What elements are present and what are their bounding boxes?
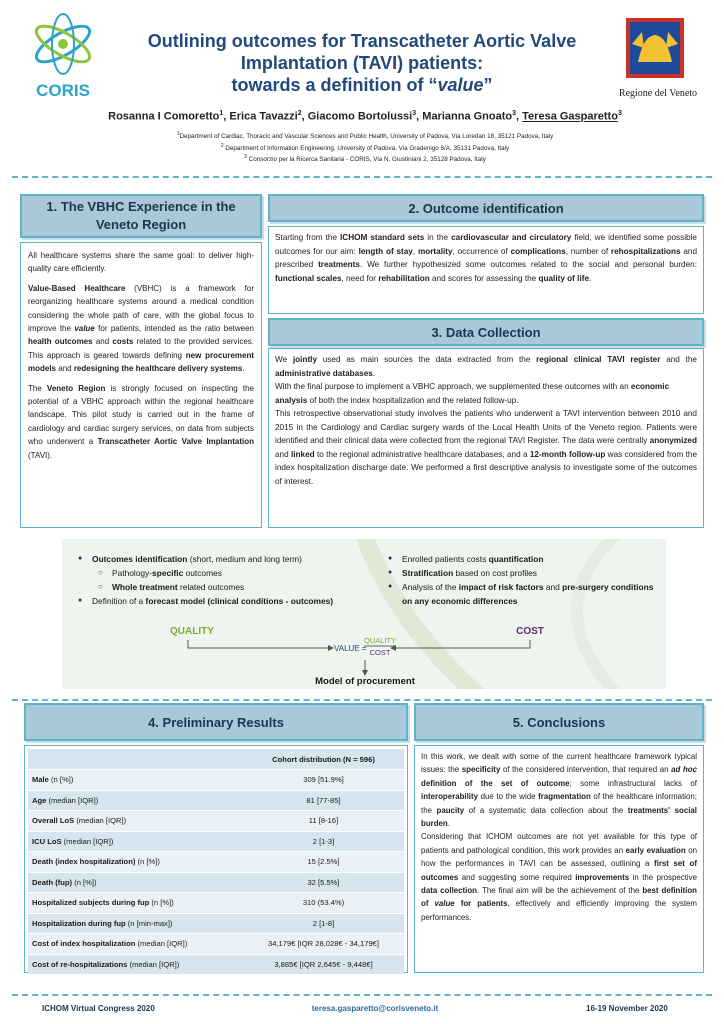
s1-paragraph-3: The Veneto Region is strongly focused on inspecting the potential of a VBHC approach within the regional healthcare landscape. This pilot study is carried out in the frame of cardiology and cardiac surgery services, on data from subjects who underwent a Transcatheter Aortic Valve Implantation (TAVI). bbox=[28, 383, 255, 460]
footer-congress: ICHOM Virtual Congress 2020 bbox=[42, 1004, 155, 1013]
affiliation-3: $^3$ Consorzio per la Ricerca Sanitaria - CORIS, Via N. Giustiniani 2, 35128 Padova, Italy bbox=[244, 154, 486, 164]
section-5-header bbox=[414, 703, 704, 741]
table-row: Age (median [IQR]) 81 [77-85] bbox=[28, 790, 404, 811]
title-line-3: towards a definition of “value” bbox=[231, 75, 493, 95]
mid-divider bbox=[12, 699, 712, 701]
section-4-title: 4. Preliminary Results bbox=[148, 714, 284, 730]
section-1-title: 1. The VBHC Experience in the Veneto Region bbox=[46, 199, 236, 232]
costs-list bbox=[384, 552, 654, 608]
s3-paragraph-1: We jointly used as main sources the data extracted from the regional clinical TAVI register and the administrative databases. bbox=[275, 355, 697, 378]
table-row: Hospitalized subjects during fup (n [%]) 310 (53.4%) bbox=[28, 893, 404, 914]
table-row: Death (index hospitalization) (n [%]) 15 [2.5%] bbox=[28, 852, 404, 873]
section-3-body bbox=[268, 348, 704, 528]
title-line-1: Outlining outcomes for Transcatheter Aortic Valve bbox=[147, 31, 577, 51]
poster-title bbox=[110, 30, 614, 96]
table-row: Male (n [%]) 309 [51.9%] bbox=[28, 770, 404, 791]
coris-logo-text: CORIS bbox=[36, 81, 90, 100]
section-5-body bbox=[414, 745, 704, 973]
s3-paragraph-3: This retrospective observational study involves the patients who underwent a TAVI intervention between 2010 and 2015 in the Cardiology and Cardiac surgery wards of the Local Health Units of the Veneto region. Patients were identified and their clinical data were collected from the regional TAVI Register. The data were centrally anonymized and linked to the regional administrative healthcare databases, and a 12-month follow-up was considered from the index hospitalization discharge date. We performed a first descriptive analysis to investigate some of the outcomes of interest. bbox=[275, 409, 697, 486]
header-divider bbox=[12, 176, 712, 178]
affiliation-2: $^2$ Department of Information Engineering, University of Padova, Via Gradenigo 6/A, 35131 Padova, Italy bbox=[220, 142, 510, 152]
section-3-header bbox=[268, 318, 704, 346]
table-row: Cost of re-hospitalizations (median [IQR]) 3,885€ [IQR 2,645€ - 9,448€] bbox=[28, 954, 404, 975]
costs-item-1: ● Enrolled patients costs quantification bbox=[384, 552, 654, 566]
outcomes-subitem-2: ○ Whole treatment related outcomes bbox=[74, 580, 354, 594]
affiliations bbox=[90, 130, 640, 165]
costs-item-2: ● Stratification based on cost profiles bbox=[384, 566, 654, 580]
affiliation-1: $^1$Department of Cardiac, Thoracic and Vascular Sciences and Public Health, University of Padova, Via Loredan 18, 35121 Padova, Italy bbox=[176, 131, 554, 141]
section-5-title: 5. Conclusions bbox=[512, 714, 606, 730]
outcomes-item-1: ● Outcomes identification (short, medium and long term) bbox=[74, 552, 354, 566]
title-line-2: Implantation (TAVI) patients: bbox=[240, 53, 484, 73]
value-equation-diagram bbox=[160, 618, 560, 688]
section-1-body bbox=[20, 242, 262, 528]
table-row: Overall LoS (median [IQR]) 11 [8-16] bbox=[28, 811, 404, 832]
results-table-box bbox=[24, 745, 408, 973]
costs-item-3: ● Analysis of the impact of risk factors and pre-surgery conditions on any economic differences bbox=[384, 580, 654, 608]
authors-line: Rosanna I Comoretto$^1$, Erica Tavazzi$^2$, Giacomo Bortolussi$^3$, Marianna Gnoato$^3$, Teresa Gasparetto$^3$ bbox=[108, 110, 622, 123]
section-4-header bbox=[24, 703, 408, 741]
coris-logo bbox=[22, 10, 104, 100]
section-2-body bbox=[268, 226, 704, 314]
table-row: ICU LoS (median [IQR]) 2 [1-3] bbox=[28, 831, 404, 852]
section-2-title: 2. Outcome identification bbox=[408, 200, 564, 216]
s3-paragraph-2: With the final purpose to implement a VBHC approach, we supplemented these outcomes with an economic analysis of both the index hospitalization and the related follow-up. bbox=[275, 382, 670, 405]
outcomes-list bbox=[74, 552, 354, 608]
table-column-header: Cohort distribution (N = 596) bbox=[243, 749, 404, 770]
results-table bbox=[28, 749, 404, 975]
section-1-header bbox=[20, 194, 262, 238]
table-row: Cost of index hospitalization (median [IQR]) 34,179€ [IQR 28,028€ - 34,179€] bbox=[28, 934, 404, 955]
outcomes-subitem-1: ○ Pathology-specific outcomes bbox=[74, 566, 354, 580]
s5-paragraph-2: Considering that ICHOM outcomes are not yet available for this type of patients and pathological condition, this work provides an early evaluation on how the performances in TAVI can be assessed, outlining a first set of outcomes and suggesting some required improvements in the prospective data collection. The final aim will be the achievement of the best definition of value for patients, effectively and efficiently improving the system performances. bbox=[421, 832, 698, 922]
table-row: Hospitalization during fup (n [min-max]) 2 [1-8] bbox=[28, 913, 404, 934]
outcomes-item-2: ● Definition of a forecast model (clinical conditions - outcomes) bbox=[74, 594, 354, 608]
table-row: Death (fup) (n [%]) 32 [5.5%] bbox=[28, 872, 404, 893]
s1-paragraph-2: Value-Based Healthcare (VBHC) is a framework for reorganizing healthcare systems around a medical condition considering the whole path of care, with the global focus to improve the value for patients, intended as the ratio between health outcomes and costs related to the provided services. This approach is geared towards defining new procurement models and redesigning the healthcare delivery systems. bbox=[28, 283, 255, 374]
fraction-denominator: COST bbox=[369, 648, 391, 657]
regione-veneto-logo bbox=[608, 14, 708, 104]
table-header-row bbox=[28, 749, 404, 770]
footer-dates: 16-19 November 2020 bbox=[586, 1004, 668, 1013]
regione-veneto-text: Regione del Veneto bbox=[618, 88, 698, 99]
section-2-header bbox=[268, 194, 704, 222]
s2-paragraph: Starting from the ICHOM standard sets in the cardiovascular and circulatory field, we identified some possible outcomes for our aim: length of stay, mortality, occurrence of complications, number of rehospitalizations and prescribed treatments. We further hypothesized some outcomes related to the social and personal burden: functional scales, need for rehabilitation and scores for assessing the quality of life. bbox=[275, 233, 697, 283]
footer-divider bbox=[12, 994, 712, 996]
footer-email-link[interactable]: teresa.gasparetto@corisveneto.it bbox=[311, 1004, 439, 1013]
section-3-title: 3. Data Collection bbox=[431, 324, 541, 340]
value-equals-label: VALUE = bbox=[334, 644, 367, 653]
quality-label: QUALITY bbox=[170, 626, 214, 637]
s5-paragraph-1: In this work, we dealt with some of the current healthcare framework typical issues: the specificity of the considered intervention, that required an ad hoc definition of the set of outcome; some infrastructural lacks of interoperability due to the wide fragmentation of the healthcare information; the paucity of a systematic data collection about the treatments' social burden. bbox=[421, 752, 697, 829]
cost-label: COST bbox=[516, 626, 544, 637]
model-label: Model of procurement bbox=[315, 676, 415, 687]
s1-paragraph-1: All healthcare systems share the same goal: to deliver high-quality care efficiently. bbox=[28, 251, 254, 274]
fraction-numerator: QUALITY bbox=[363, 636, 397, 645]
